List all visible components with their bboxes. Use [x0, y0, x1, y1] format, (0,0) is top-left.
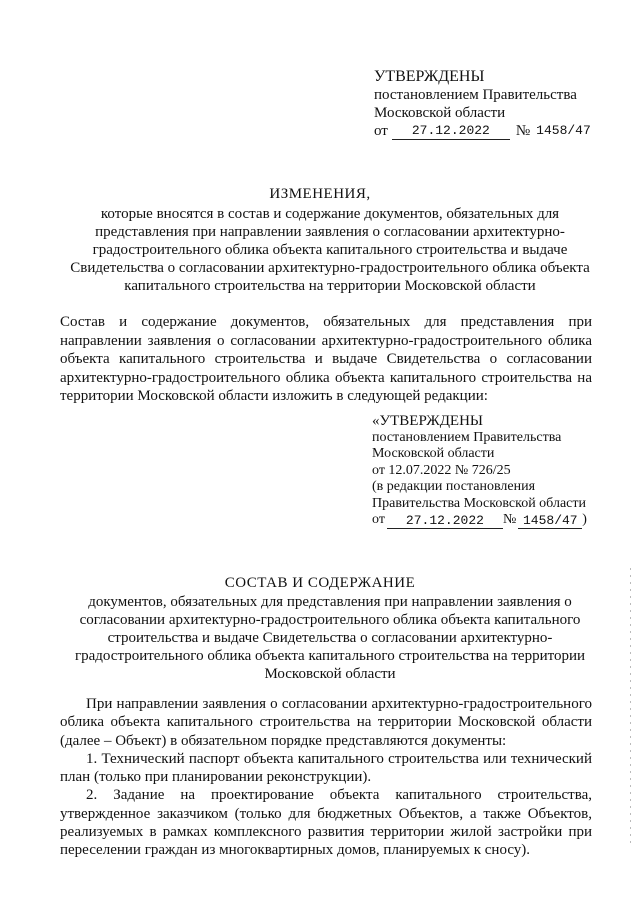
approval-number: 1458/47: [536, 123, 591, 138]
inner-number: 1458/47: [518, 513, 582, 529]
changes-subtitle-line: которые вносятся в состав и содержание документов, обязательных для: [100, 206, 560, 222]
composition-subtitle-line: строительства и выдаче Свидетельства о согласовании архитектурно-: [107, 630, 553, 646]
inner-approval-line-1: постановлением Правительства: [372, 429, 562, 445]
inner-approval-header: «УТВЕРЖДЕНЫ: [372, 413, 484, 429]
composition-subtitle-line: согласовании архитектурно-градостроительного облика объекта капитального: [79, 612, 581, 628]
inner-approval-line-3: от 12.07.2022 № 726/25: [372, 462, 511, 478]
composition-intro: При направлении заявления о согласовании архитектурно-градостроительного облика объекта капитального строительства на территории Московской области (далее – Объект) в обязательном порядке представляются документы:: [60, 696, 592, 749]
changes-subtitle-line: Свидетельства о согласовании архитектурно-градостроительного облика объекта: [70, 260, 590, 276]
inner-approval-line-4: (в редакции постановления: [372, 479, 536, 494]
approval-date-prefix: от: [374, 123, 388, 139]
approval-date: 27.12.2022: [392, 123, 510, 140]
composition-body: [60, 695, 592, 860]
composition-subtitle-line: градостроительного облика объекта капитального строительства на территории: [74, 648, 586, 664]
inner-number-sign: №: [502, 512, 517, 527]
composition-subtitle-line: Московской области: [264, 666, 396, 682]
approval-stamp: [374, 68, 591, 140]
inner-approval-line-2: Московской области: [372, 446, 495, 461]
approval-line-2: Московской области: [374, 105, 506, 121]
composition-title: СОСТАВ И СОДЕРЖАНИЕ: [224, 575, 416, 591]
composition-subtitle: [60, 593, 600, 683]
approval-header: УТВЕРЖДЕНЫ: [374, 68, 485, 85]
inner-date-number-line: [372, 512, 587, 529]
inner-closing-paren: ): [582, 512, 587, 527]
composition-item: 2. Задание на проектирование объекта капитального строительства, утвержденное заказчиком (только для бюджетных Объектов, а также Объектов, реализуемых в рамках комплексного развития территории жилой застройки при переселении граждан из многоквартирных домов, планируемых к сносу).: [60, 787, 592, 859]
approval-date-number-line: [374, 122, 591, 140]
composition-item: 1. Технический паспорт объекта капитального строительства или технический план (только при планировании реконструкции).: [60, 750, 592, 786]
changes-title: ИЗМЕНЕНИЯ,: [269, 186, 371, 202]
changes-paragraph: Состав и содержание документов, обязательных для представления при направлении заявления о согласовании архитектурно-градостроительного облика объекта капитального строительства и выдаче Свидетельства о согласовании архитектурно-градостроительного облика объекта капитального строительства на территории Московской области изложить в следующей редакции:: [60, 314, 592, 404]
inner-approval-stamp: [372, 413, 587, 529]
approval-number-sign: №: [515, 123, 531, 139]
changes-subtitle-line: капитального строительства на территории Московской области: [124, 278, 536, 294]
inner-date: 27.12.2022: [387, 513, 503, 529]
changes-subtitle: [60, 205, 600, 295]
inner-date-prefix: от: [372, 512, 385, 527]
changes-subtitle-line: представления при направлении заявления о согласовании архитектурно-: [95, 224, 565, 240]
scan-edge-marks: [630, 568, 631, 848]
composition-subtitle-line: документов, обязательных для представления при направлении заявления о: [88, 594, 572, 610]
approval-line-1: постановлением Правительства: [374, 87, 577, 103]
changes-subtitle-line: градостроительного облика объекта капитального строительства и выдаче: [92, 242, 568, 258]
inner-approval-line-5: Правительства Московской области: [372, 495, 586, 511]
